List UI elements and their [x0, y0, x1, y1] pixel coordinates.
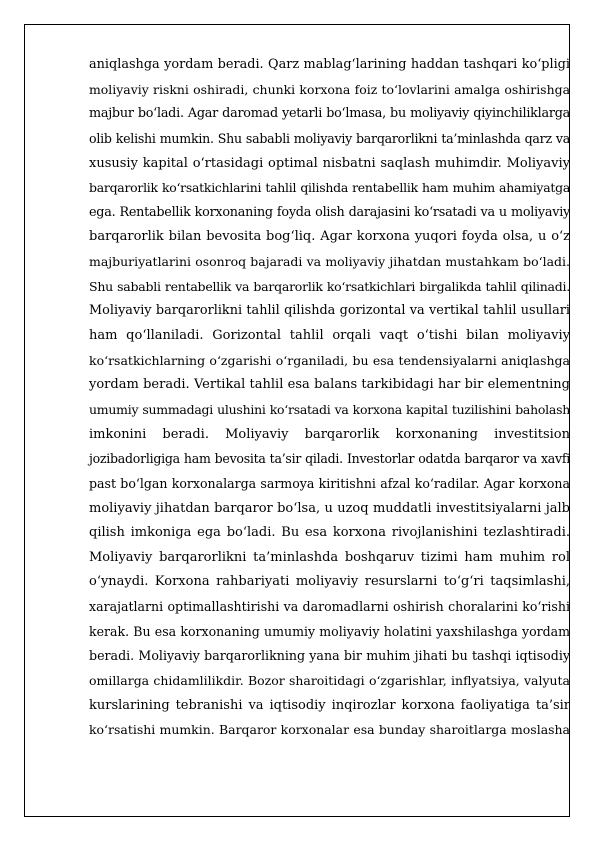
- body-text: [89, 53, 570, 743]
- text-line: umumiy summadagi ulushini ko‘rsatadi va korxona kapital tuzilishini baholash: [89, 401, 570, 417]
- text-line: aniqlashga yordam beradi. Qarz mablag‘larining haddan tashqari ko‘pligi: [89, 57, 570, 72]
- text-line: ega. Rentabellik korxonaning foyda olish darajasini ko‘rsatadi va u moliyaviy: [89, 204, 570, 220]
- text-line: majbur bo‘ladi. Agar daromad yetarli bo‘lmasa, bu moliyaviy qiyinchiliklarga: [89, 106, 570, 122]
- text-line: beradi. Moliyaviy barqarorlikning yana bir muhim jihati bu tashqi iqtisodiy: [89, 648, 570, 664]
- text-line: Moliyaviy barqarorlikni tahlil qilishda gorizontal va vertikal tahlil usullari: [89, 303, 570, 319]
- text-line: moliyaviy riskni oshiradi, chunki korxona foiz to‘lovlarini amalga oshirishga: [89, 81, 570, 97]
- text-line: moliyaviy jihatdan barqaror bo‘lsa, u uzoq muddatli investitsiyalarni jalb: [89, 500, 570, 516]
- text-line: imkonini beradi. Moliyaviy barqarorlik korxonaning investitsion: [89, 426, 570, 442]
- text-line: ko‘rsatishi mumkin. Barqaror korxonalar esa bunday sharoitlarga moslasha: [89, 722, 570, 738]
- text-line: Moliyaviy barqarorlikni ta’minlashda boshqaruv tizimi ham muhim rol: [89, 549, 570, 565]
- text-line: barqarorlik ko‘rsatkichlarini tahlil qilishda rentabellik ham muhim ahamiyatga: [89, 180, 570, 196]
- text-line: o‘ynaydi. Korxona rahbariyati moliyaviy resurslarni to‘g‘ri taqsimlashi,: [89, 574, 570, 590]
- text-line: kerak. Bu esa korxonaning umumiy moliyaviy holatini yaxshilashga yordam: [89, 623, 570, 639]
- text-line: olib kelishi mumkin. Shu sababli moliyaviy barqarorlikni ta’minlashda qarz va: [89, 130, 570, 146]
- text-line: xususiy kapital o‘rtasidagi optimal nisbatni saqlash muhimdir. Moliyaviy: [89, 155, 570, 171]
- text-line: qilish imkoniga ega bo‘ladi. Bu esa korxona rivojlanishini tezlashtiradi.: [89, 525, 570, 541]
- text-line: majburiyatlarini osonroq bajaradi va moliyaviy jihatdan mustahkam bo‘ladi.: [89, 254, 570, 270]
- text-line: ham qo‘llaniladi. Gorizontal tahlil orqali vaqt o‘tishi bilan moliyaviy: [89, 328, 570, 344]
- text-line: xarajatlarni optimallashtirishi va daromadlarni oshirish choralarini ko‘rishi: [89, 599, 570, 615]
- text-line: Shu sababli rentabellik va barqarorlik ko‘rsatkichlari birgalikda tahlil qilinadi.: [89, 278, 570, 294]
- text-line: omillarga chidamlilikdir. Bozor sharoitidagi o‘zgarishlar, inflyatsiya, valyuta: [89, 673, 570, 689]
- text-line: ko‘rsatkichlarning o‘zgarishi o‘rganiladi, bu esa tendensiyalarni aniqlashga: [89, 352, 570, 368]
- text-line: yordam beradi. Vertikal tahlil esa balans tarkibidagi har bir elementning: [89, 377, 570, 393]
- text-line: barqarorlik bilan bevosita bog‘liq. Agar korxona yuqori foyda olsa, u o‘z: [89, 229, 570, 245]
- text-line: kurslarining tebranishi va iqtisodiy inqirozlar korxona faoliyatiga ta’sir: [89, 697, 570, 713]
- text-line: jozibadorligiga ham bevosita ta’sir qiladi. Investorlar odatda barqaror va xavfi: [89, 451, 570, 467]
- text-line: past bo‘lgan korxonalarga sarmoya kiritishni afzal ko‘radilar. Agar korxona: [89, 475, 570, 491]
